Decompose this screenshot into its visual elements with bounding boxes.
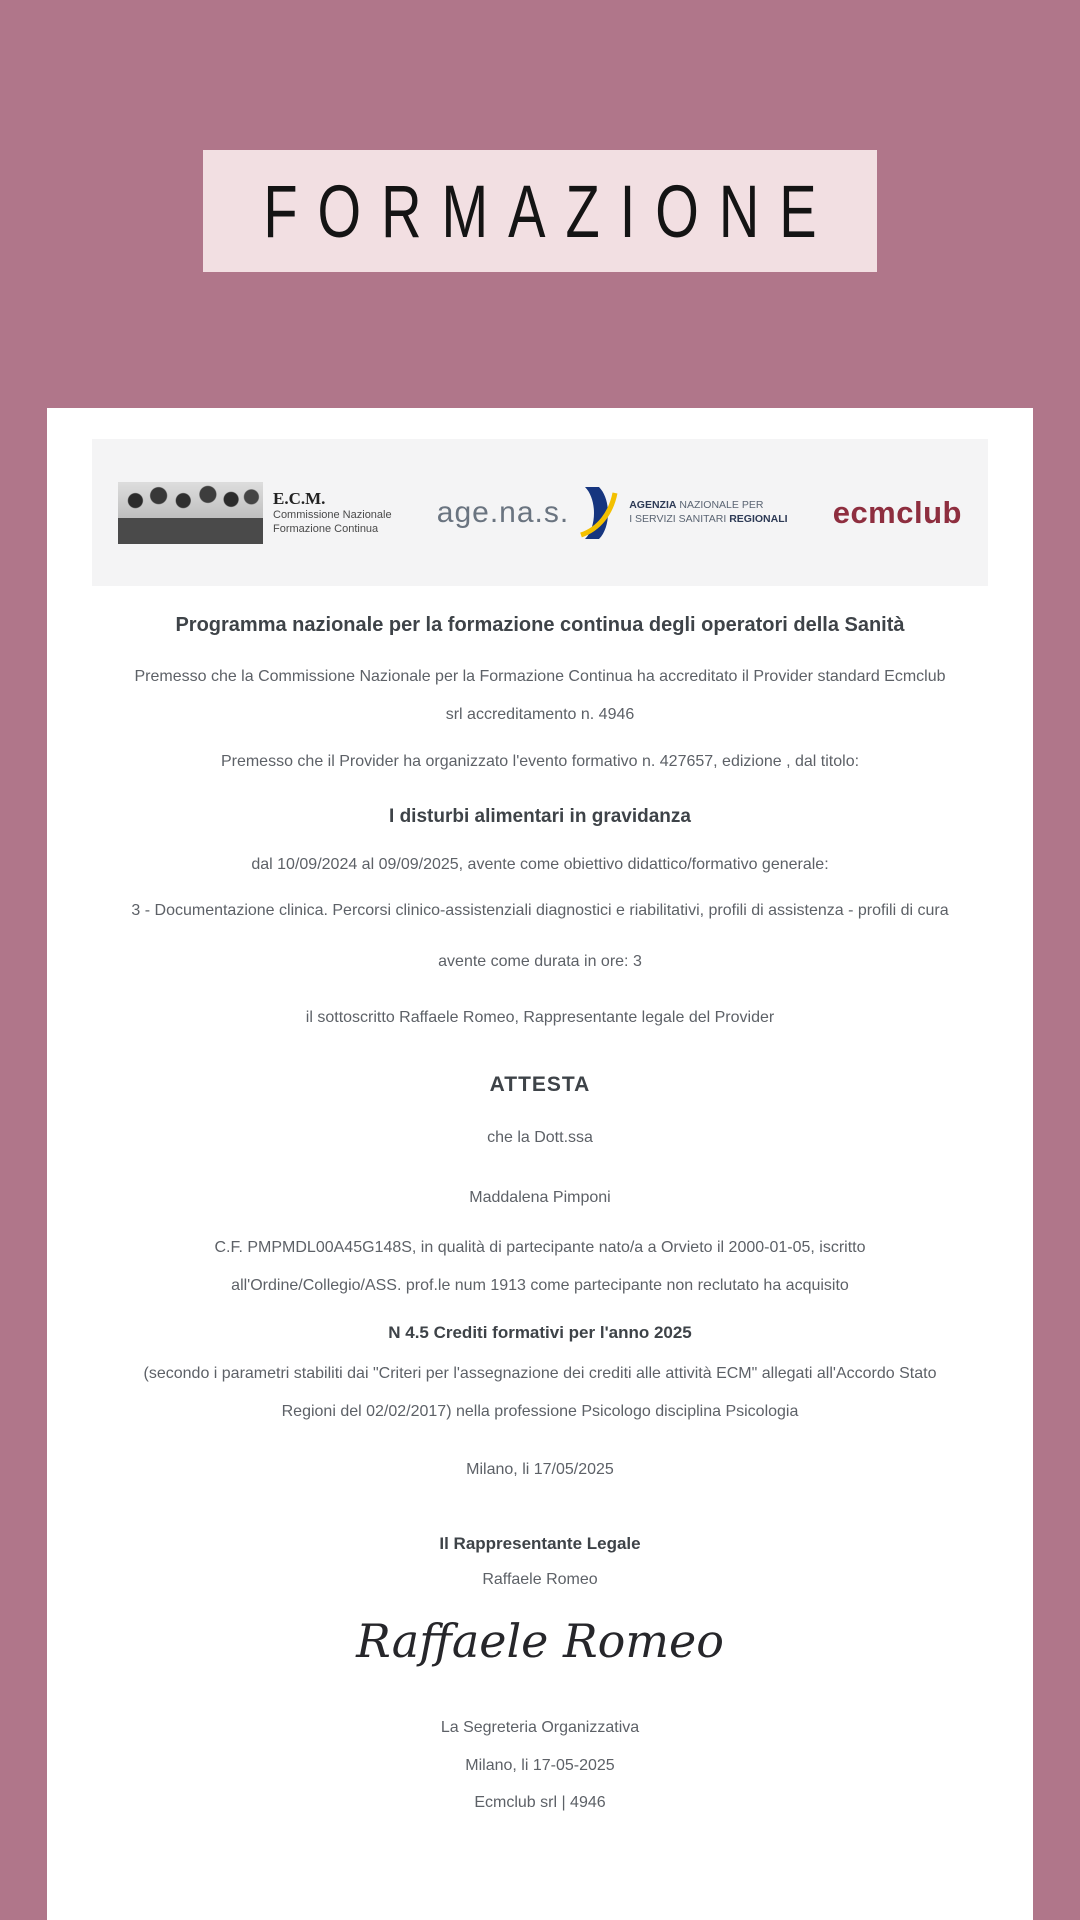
ecm-line2: Formazione Continua	[273, 523, 379, 536]
declarant-line: il sottoscritto Raffaele Romeo, Rappresentante legale del Provider	[305, 1009, 775, 1026]
place-date: Milano, li 17/05/2025	[466, 1461, 614, 1478]
agenas-tagline	[629, 499, 787, 526]
legal-rep-title: Il Rappresentante Legale	[439, 1534, 641, 1553]
criteria-line1: (secondo i parametri stabiliti dai "Criteri per l'assegnazione dei crediti alle attività ECM" allegati all'Accordo Stato	[143, 1365, 937, 1382]
agenas-tagline1-rest: NAZIONALE PER	[676, 498, 764, 511]
ecm-line1: Commissione Nazionale	[273, 509, 392, 522]
agenas-swoosh-icon	[577, 485, 621, 541]
footer-line: Ecmclub srl | 4946	[474, 1794, 606, 1811]
certificate-card	[47, 408, 1033, 1920]
premise1-line2: srl accreditamento n. 4946	[445, 706, 635, 723]
legal-rep-name: Raffaele Romeo	[482, 1571, 598, 1588]
agenas-logo	[437, 485, 788, 541]
honorific-line: che la Dott.ssa	[487, 1129, 593, 1146]
duration-line: avente come durata in ore: 3	[438, 953, 642, 970]
ecm-name: E.C.M.	[273, 489, 326, 509]
certificate-title: Programma nazionale per la formazione continua degli operatori della Sanità	[175, 614, 905, 636]
details-line2: all'Ordine/Collegio/ASS. prof.le num 1913 come partecipante non reclutato ha acquisito	[231, 1277, 849, 1294]
criteria-line2: Regioni del 02/02/2017) nella professione Psicologo disciplina Psicologia	[281, 1403, 799, 1420]
ecmclub-logo: ecmclub	[832, 494, 962, 530]
secretary-date: Milano, li 17-05-2025	[465, 1757, 615, 1774]
ecm-group-photo	[118, 482, 263, 544]
credits-line: N 4.5 Crediti formativi per l'anno 2025	[388, 1323, 692, 1342]
agenas-tagline2-rest: I SERVIZI SANITARI	[629, 512, 730, 525]
agenas-tagline1-bold: AGENZIA	[629, 498, 677, 511]
logo-band	[92, 439, 988, 586]
details-line1: C.F. PMPMDL00A45G148S, in qualità di partecipante nato/a a Orvieto il 2000-01-05, iscritto	[214, 1239, 866, 1256]
objective-line: 3 - Documentazione clinica. Percorsi clinico-assistenziali diagnostici e riabilitativi, profili di assistenza - profili di cura	[131, 902, 949, 919]
agenas-tagline2-bold: REGIONALI	[729, 512, 788, 525]
participant-name: Maddalena Pimponi	[469, 1189, 611, 1206]
premise2: Premesso che il Provider ha organizzato l'evento formativo n. 427657, edizione , dal titolo:	[220, 753, 860, 770]
banner-title: FORMAZIONE	[263, 169, 837, 253]
ecm-logo-text	[273, 488, 392, 537]
agenas-wordmark: age.na.s.	[436, 495, 570, 529]
attesta-heading: ATTESTA	[489, 1073, 591, 1096]
secretary-line: La Segreteria Organizzativa	[440, 1719, 640, 1736]
ecm-logo	[118, 482, 392, 544]
legal-rep-signature: Raffaele Romeo	[356, 1614, 724, 1668]
dates-line: dal 10/09/2024 al 09/09/2025, avente come obiettivo didattico/formativo generale:	[251, 856, 829, 873]
course-title: I disturbi alimentari in gravidanza	[389, 806, 691, 827]
premise1-line1: Premesso che la Commissione Nazionale per la Formazione Continua ha accreditato il Provider standard Ecmclub	[134, 668, 946, 685]
formazione-banner	[203, 150, 877, 272]
